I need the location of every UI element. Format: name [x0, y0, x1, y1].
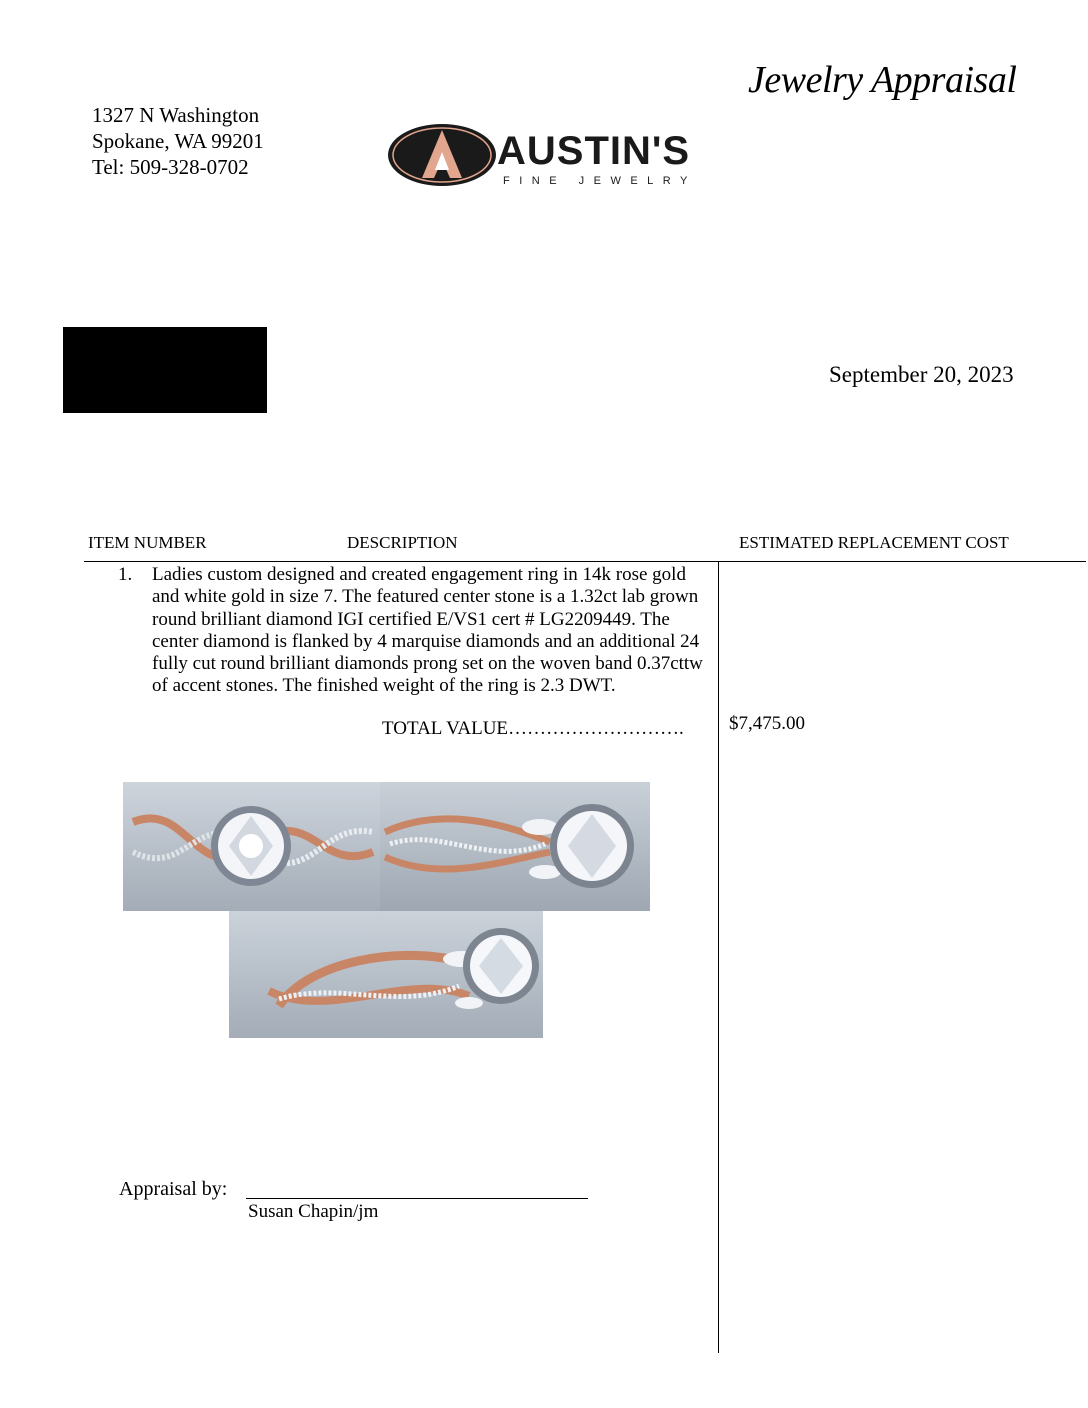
signature-line [246, 1198, 588, 1199]
header-divider [84, 561, 1086, 562]
header-description: DESCRIPTION [347, 533, 458, 552]
total-value-label: TOTAL VALUE………………………. [382, 718, 684, 739]
address-line-1: 1327 N Washington [92, 103, 260, 127]
item-row [118, 564, 718, 698]
total-value-amount: $7,475.00 [729, 713, 805, 734]
logo-wordmark: AUSTIN'S [497, 129, 691, 173]
document-title: Jewelry Appraisal [748, 59, 1017, 101]
item-description: Ladies custom designed and created engagement ring in 14k rose gold and white gold in size 7. The featured center stone is a 1.32ct lab grown round brilliant diamond IGI certified E/VS1 cert # LG2209449. The center diamond is flanked by 4 marquise diamonds and an additional 24 fully cut round brilliant diamonds prong set on the woven band 0.37cttw of accent stones. The finished weight of the ring is 2.3 DWT. [152, 564, 703, 697]
phone-line: Tel: 509-328-0702 [92, 155, 249, 179]
ring-photo-top [123, 782, 380, 911]
redacted-recipient-block [63, 327, 267, 413]
appraisal-date: September 20, 2023 [829, 362, 1014, 387]
store-logo [385, 118, 710, 193]
ring-photo-angle [229, 911, 543, 1038]
ring-photo-side [380, 782, 650, 911]
header-item-number: ITEM NUMBER [88, 533, 207, 552]
column-divider [718, 561, 719, 1353]
appraisal-by-label: Appraisal by: [119, 1178, 228, 1200]
address-line-2: Spokane, WA 99201 [92, 129, 264, 153]
store-address [92, 102, 264, 180]
logo-subtext: FINE JEWELRY [503, 175, 697, 187]
appraiser-name: Susan Chapin/jm [248, 1201, 379, 1222]
item-number: 1. [118, 564, 133, 585]
header-replacement-cost: ESTIMATED REPLACEMENT COST [739, 533, 1009, 552]
